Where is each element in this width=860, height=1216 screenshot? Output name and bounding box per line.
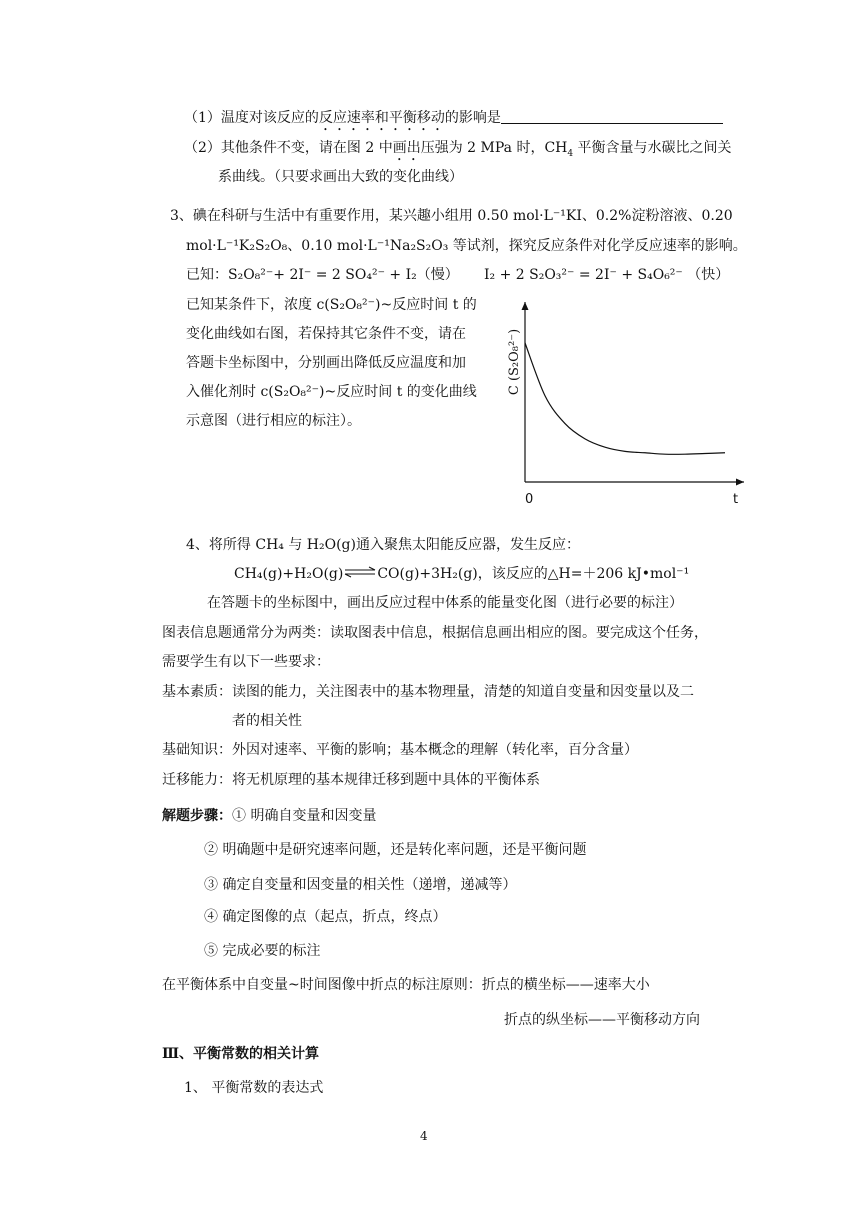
step-1: ① 明确自变量和因变量 [232, 808, 377, 824]
concentration-time-chart [504, 296, 754, 510]
section-3-item-1: 1、 平衡常数的表达式 [184, 1080, 324, 1096]
steps-label: 解题步骤： [162, 808, 232, 824]
problem-4-line-3: 在答题卡的坐标图中，画出反应过程中体系的能量变化图（进行必要的标注） [207, 595, 683, 611]
step-3: ③ 确定自变量和因变量的相关性（递增，递减等） [204, 877, 517, 893]
equation-left: CH₄(g)+H₂O(g) [234, 566, 344, 582]
requirement-1-line-1: 基本素质：读图的能力，关注图表中的基本物理量，清楚的知道自变量和因变量以及二 [162, 684, 694, 700]
y-axis-arrow-icon [522, 302, 529, 310]
q2-suffix: 压强为 2 MPa 时，CH [420, 140, 568, 156]
problem-3-known-2: I₂ + 2 S₂O₃²⁻ = 2I⁻ + S₄O₆²⁻ （快） [484, 267, 730, 283]
problem-3-line-2: mol·L⁻¹K₂S₂O₈、0.10 mol·L⁻¹Na₂S₂O₃ 等试剂，探究反应条件对化学反应速率的影响。 [186, 238, 747, 254]
step-5: ⑤ 完成必要的标注 [204, 943, 321, 959]
x-axis-label: t [733, 492, 739, 507]
q1-suffix: 的影响是 [444, 110, 501, 126]
problem-4-equation [234, 564, 689, 584]
section-3-title: Ⅲ、平衡常数的相关计算 [162, 1046, 320, 1062]
problem-4-line-1: 4、将所得 CH₄ 与 H₂O(g)通入聚焦太阳能反应器，发生反应： [186, 537, 580, 553]
problem-3-text-3: 答题卡坐标图中，分别画出降低反应温度和加 [186, 355, 466, 371]
q2-sub: 4 [567, 148, 574, 159]
problem-3-line-1: 3、碘在科研与生活中有重要作用，某兴趣小组用 0.50 mol·L⁻¹KI、0.2%淀粉溶液、0.20 [170, 208, 733, 224]
requirement-3: 迁移能力：将无机原理的基本规律迁移到题中具体的平衡体系 [162, 772, 540, 788]
step-4: ④ 确定图像的点（起点，折点，终点） [204, 909, 447, 925]
problem-3-text-1: 已知某条件下，浓度 c(S₂O₈²⁻)~反应时间 t 的 [186, 297, 477, 313]
equilibrium-arrow-icon [343, 566, 377, 578]
problem-3-text-5: 示意图（进行相应的标注）。 [186, 413, 361, 429]
problem-3-text-4: 入催化剂时 c(S₂O₈²⁻)~反应时间 t 的变化曲线 [186, 384, 477, 400]
step-2: ② 明确题中是研究速率问题，还是转化率问题，还是平衡问题 [204, 842, 587, 858]
q2-dotted: 画出 [392, 140, 421, 156]
q2-prefix: （2）其他条件不变，请在图 2 中 [184, 140, 393, 156]
requirement-1-line-2: 者的相关性 [232, 713, 302, 729]
page-number: 4 [420, 1129, 428, 1143]
question-1-line [184, 108, 723, 134]
y-axis-label: C (S₂O₈²⁻) [507, 328, 522, 396]
principle-line-1: 在平衡体系中自变量~时间图像中折点的标注原则：折点的横坐标——速率大小 [162, 977, 650, 993]
q2-tail: 平衡含量与水碳比之间关 [573, 140, 732, 156]
problem-3-text-2: 变化曲线如右图，若保持其它条件不变，请在 [186, 326, 466, 342]
requirement-2: 基础知识：外因对速率、平衡的影响；基本概念的理解（转化率，百分含量） [162, 742, 638, 758]
principle-line-2: 折点的纵坐标——平衡移动方向 [504, 1012, 700, 1028]
equation-right: CO(g)+3H₂(g)，该反应的△H=＋206 kJ•mol⁻¹ [377, 566, 690, 582]
answer-blank [501, 109, 723, 124]
q1-dotted: 反应速率和平衡移动 [318, 110, 445, 126]
problem-3-known: 已知：S₂O₈²⁻+ 2I⁻ = 2 SO₄²⁻ + I₂（慢） [186, 267, 459, 283]
question-2-line [184, 138, 732, 164]
summary-line-1: 图表信息题通常分为两类：读取图表中信息，根据信息画出相应的图。要完成这个任务， [162, 625, 708, 641]
series-line [525, 343, 725, 454]
origin-label: 0 [525, 492, 534, 507]
q1-prefix: （1）温度对该反应的 [184, 110, 319, 126]
x-axis-arrow-icon [736, 479, 744, 486]
summary-line-2: 需要学生有以下一些要求： [162, 654, 330, 670]
question-2-line-2: 系曲线。（只要求画出大致的变化曲线） [218, 169, 463, 185]
